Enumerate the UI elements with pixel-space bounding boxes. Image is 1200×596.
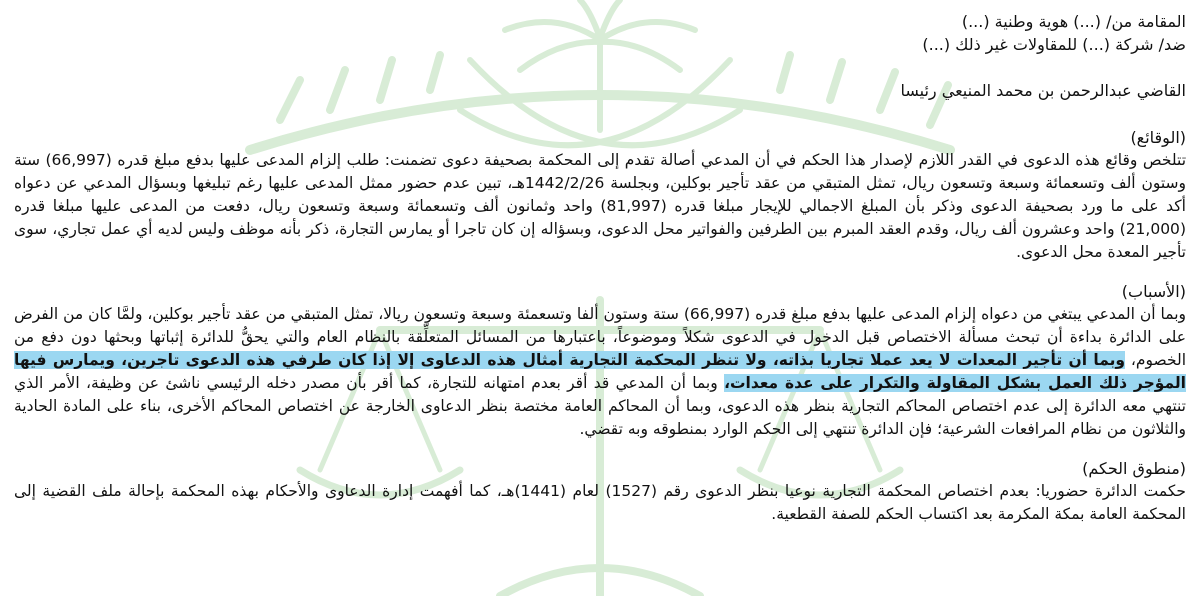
reasons-heading: (الأسباب) xyxy=(1121,282,1186,301)
judgment-document xyxy=(14,10,1186,526)
facts-paragraph: تتلخص وقائع هذه الدعوى في القدر اللازم لإصدار هذا الحكم في أن المدعي أصالة تقدم إلى المحكمة بصحيفة دعوى تضمنت: طلب إلزام المدعى عليها بدفع مبلغ قدره (66,997) ستة وستون ألف وتسعمائة وسبعة وتسعون ريال، تمثل المتبقي من عقد تأجير بوكلين، وبجلسة 1442/2/26هـ، تبين عدم حضور ممثل المدعى عليها رغم تبليغها وبسؤال المدعي عن دعواه أكد على ما ورد بصحيفة الدعوى وذكر بأن المبلغ الاجمالي للإيجار مبلغا قدره (81,997) واحد وثمانون ألف وتسعمائة وسبعة وتسعون ريال، دفعت من المدعى عليها مبلغا قدره (21,000) واحد وعشرون ألف ريال، وقدم العقد المبرم بين الطرفين والفواتير محل الدعوى، وبسؤاله إن كان تاجرا أو يمارس التجارة، ذكر بأنه موظف وليس لديه أي عمل تجاري، سوى تأجير المعدة محل الدعوى. xyxy=(14,151,1187,261)
ruling-heading: (منطوق الحكم) xyxy=(1082,459,1186,478)
ruling-paragraph: حكمت الدائرة حضوريا: بعدم اختصاص المحكمة التجارية نوعيا بنظر الدعوى رقم (1527) لعام (1441)هـ، كما أفهمت إدارة الدعاوى والأحكام بهذه المحكمة بإحالة ملف القضية إلى المحكمة العامة بمكة المكرمة بعد اكتساب الحكم للصفة القطعية. xyxy=(14,482,1186,523)
plaintiff-line: المقامة من/ (...) هوية وطنية (...) xyxy=(961,12,1186,31)
defendant-line: ضد/ شركة (...) للمقاولات غير ذلك (...) xyxy=(922,35,1186,54)
reasons-text-before: وبما أن المدعي يبتغي من دعواه إلزام المدعى عليها بدفع مبلغ قدره (66,997) ستة وستون ألفا وتسعمئة وسبعة وتسعون ريالا، تمثل المتبقي من عقد تأجير بوكلين، ولمَّا كان من الفرض على الدائرة بداءة أن تبحث مسألة الاختصاص قبل الدخول في الدعوى شكلاً وموضوعاً، باعتبارها من المسائل المتعلِّقة بالنظام العام والتي يحقُّ للدائرة إثباتها وبحثها دون دفع من الخصوم، xyxy=(14,305,1186,369)
reasons-paragraph xyxy=(14,303,1186,441)
judge-line: القاضي عبدالرحمن بن محمد المنيعي رئيسا xyxy=(900,81,1186,100)
reasons-highlighted-text: وبما أن تأجير المعدات لا يعد عملا تجاريا بذاته، ولا تنظر المحكمة التجارية أمثال هذه الدعاوى إلا إذا كان طرفي هذه الدعوى تاجرين، ويمارس فيها المؤجر ذلك العمل بشكل المقاولة والتكرار على عدة معدات، xyxy=(14,351,1186,392)
reasons-text-after: وبما أن المدعي قد أقر بعدم امتهانه للتجارة، كما أقر بأن مصدر دخله الرئيسي ناشئ عن وظيفة، الأمر الذي تنتهي معه الدائرة إلى عدم اختصاص المحاكم التجارية بنظر هذه الدعوى، وبما أن المحاكم العامة مختصة بنظر الدعاوى الخارجة عن اختصاص المحاكم الأخرى، بناء على المادة الحادية والثلاثون من نظام المرافعات الشرعية؛ فإن الدائرة تنتهي إلى الحكم الوارد بمنطوقه وبه تقضي. xyxy=(14,374,1186,438)
facts-heading: (الوقائع) xyxy=(1130,128,1186,147)
